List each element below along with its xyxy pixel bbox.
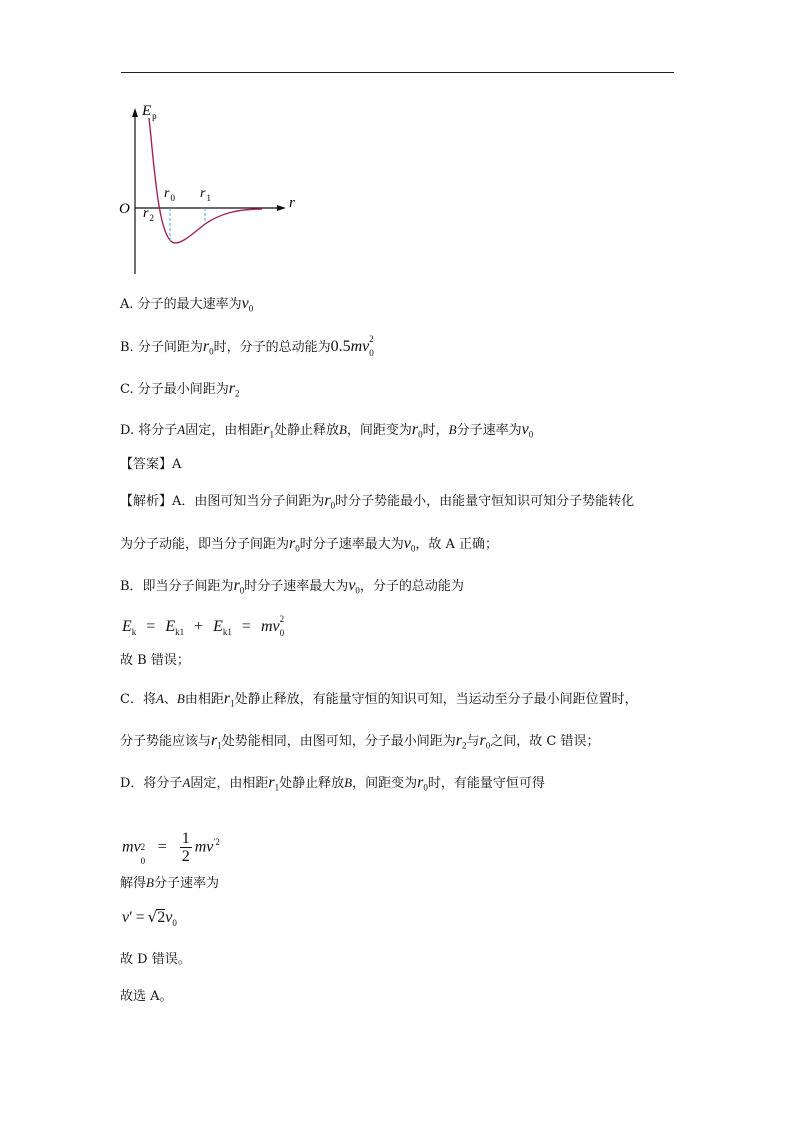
sub-sup-stack (369, 334, 376, 358)
r1-symbol: r (223, 690, 231, 707)
v0-symbol: v (165, 909, 173, 926)
subscript: 1 (269, 429, 274, 440)
subscript: 0 (410, 543, 416, 554)
solution-a-line-1 (120, 491, 634, 516)
option-d-text: 固定，由相距 (185, 423, 264, 438)
solve-line (120, 873, 219, 894)
fraction-denominator: 2 (181, 848, 190, 866)
subscript: 0 (355, 585, 360, 596)
option-b-mid: 时，分子的总动能为 (213, 340, 331, 355)
subscript: 0 (172, 918, 177, 929)
v-symbol: v (133, 838, 141, 856)
superscript: 2 (369, 334, 374, 344)
molecule-a: A (177, 422, 186, 437)
v0-symbol: v (241, 295, 249, 312)
molecule-b: B (344, 775, 353, 790)
origin-label: O (119, 201, 130, 217)
r2-label: $r_2$ (143, 206, 154, 223)
v-symbol: v (362, 338, 370, 355)
equals-sign: = (241, 618, 251, 635)
solution-b-line (120, 576, 464, 601)
molecule-b: B (338, 422, 347, 437)
sqrt-icon: √ (147, 908, 158, 926)
y-axis-label: $E_p$ (142, 103, 157, 121)
option-d-text: D. 将分子 (120, 423, 178, 438)
subscript: 0 (140, 856, 146, 867)
molecule-b: B (176, 691, 185, 706)
solution-text: 固定，由相距 (190, 776, 269, 791)
solution-text: 处势能相同，由图可知，分子最小间距为 (221, 734, 456, 749)
kinetic-energy-equation (122, 614, 287, 642)
subscript: 0 (418, 429, 423, 440)
r2-symbol: r (455, 732, 462, 749)
subscript: 2 (462, 740, 467, 751)
molecule-b: B (448, 422, 457, 437)
r0-symbol: r (417, 774, 424, 791)
option-d-text: 时， (422, 423, 449, 438)
equals-sign: = (146, 618, 156, 635)
subscript: 0 (279, 628, 285, 638)
r1-symbol: r (211, 732, 218, 749)
coefficient: 0.5 (330, 338, 351, 355)
r1-symbol: r (263, 421, 270, 438)
y-axis-arrow (132, 108, 138, 117)
r0-symbol: r (324, 492, 331, 509)
option-d-text: 分子速率为 (456, 423, 522, 438)
subscript: 0 (369, 348, 374, 358)
v-symbol: v (122, 909, 130, 926)
potential-energy-figure (116, 98, 306, 280)
subscript: 0 (330, 500, 336, 511)
superscript: 2 (279, 614, 285, 624)
m-symbol: m (350, 338, 363, 355)
r1-symbol: r (268, 774, 275, 791)
option-c-text: C. 分子最小间距为 (120, 382, 229, 397)
subscript: k1 (222, 627, 232, 638)
one-half-fraction (180, 830, 192, 865)
subscript: k1 (175, 627, 185, 638)
solution-text: ，间距变为 (352, 776, 418, 791)
v-symbol: v (272, 618, 280, 635)
superscript: ′2 (213, 837, 220, 847)
solution-text: C．将 (120, 692, 156, 707)
v0-symbol: v (403, 535, 411, 552)
subscript: 0 (248, 303, 254, 314)
solution-text: 【解析】A．由图可知当分子间距为 (120, 494, 325, 509)
energy-conservation-equation (122, 824, 220, 865)
option-d-text: 处静止释放 (273, 423, 339, 438)
solution-text: 时，有能量守恒可得 (427, 776, 545, 791)
solution-b-conclusion: 故 B 错误； (120, 653, 190, 668)
molecule-a: A (182, 775, 191, 790)
option-d-text: ，间距变为 (346, 423, 412, 438)
r0-symbol: r (233, 577, 240, 594)
equals-sign: = (157, 838, 167, 856)
prime-mark: ′ (129, 909, 133, 926)
subscript: k (131, 627, 137, 638)
r0-label: $r_0$ (164, 186, 175, 203)
velocity-result-equation (122, 907, 177, 933)
solution-text: B．即当分子间距为 (120, 579, 234, 594)
fraction-numerator: 1 (181, 830, 190, 848)
solution-c-line-2 (120, 731, 599, 756)
v0-symbol: v (521, 421, 529, 438)
solution-text: 与 (466, 734, 480, 749)
option-b-text: B. 分子间距为 (120, 340, 203, 355)
option-a (120, 294, 253, 319)
solution-text: 处静止释放，有能量守恒的知识可知，当运动至分子最小间距位置时， (234, 692, 638, 707)
solution-text: 分子势能应该与 (120, 734, 212, 749)
m-symbol: m (260, 618, 273, 635)
subscript: 0 (528, 429, 534, 440)
option-b (120, 334, 376, 362)
r0-symbol: r (479, 732, 486, 749)
solution-text: 解得 (120, 876, 147, 891)
sub-sup-stack (279, 614, 287, 638)
r0-symbol: r (411, 421, 419, 438)
solution-text: 为分子动能，即当分子间距为 (120, 537, 290, 552)
potential-energy-graph (116, 98, 306, 280)
m-symbol: m (194, 838, 207, 856)
plus-sign: + (194, 618, 204, 635)
option-d (120, 420, 533, 445)
solution-text: ，分子的总动能为 (359, 579, 464, 594)
subscript: 0 (295, 543, 300, 554)
solution-text: 时分子速率最大为 (299, 537, 404, 552)
option-c (120, 379, 239, 404)
v0-symbol: v (348, 577, 356, 594)
x-axis-label: r (289, 195, 295, 211)
molecule-b: B (146, 875, 154, 890)
subscript: 1 (217, 740, 222, 751)
e-symbol: E (122, 618, 132, 635)
header-rule (121, 72, 674, 73)
subscript: 0 (423, 782, 428, 793)
solution-text: 时分子势能最小，由能量守恒知识可知分子势能转化 (335, 494, 635, 509)
r1-label: $r_1$ (200, 186, 211, 203)
equals-sign: = (135, 909, 145, 926)
solution-text: ，故 A 正确； (415, 537, 499, 552)
sqrt-radicand: 2 (157, 909, 166, 926)
subscript: 0 (209, 346, 214, 357)
sub-sup-stack (140, 841, 148, 867)
e-symbol: E (213, 618, 223, 635)
m-symbol: m (122, 838, 134, 856)
subscript: 2 (234, 388, 240, 399)
solution-text: 时分子速率最大为 (244, 579, 349, 594)
potential-energy-curve (149, 118, 262, 243)
solution-text: D．将分子 (120, 776, 183, 791)
solution-text: 之间，故 C 错误； (490, 734, 600, 749)
solution-text: 由相距 (184, 692, 224, 707)
superscript: 2 (140, 842, 146, 853)
e-symbol: E (165, 618, 176, 635)
x-axis-arrow (277, 205, 286, 211)
subscript: 0 (239, 585, 245, 596)
subscript: 0 (485, 740, 491, 751)
solution-c-line-1 (120, 689, 638, 714)
subscript: 1 (230, 698, 235, 709)
solution-text: 处静止释放 (279, 776, 345, 791)
r0-symbol: r (289, 535, 296, 552)
subscript: 1 (274, 782, 280, 793)
final-answer: 故选 A。 (120, 989, 173, 1004)
solution-a-line-2 (120, 534, 498, 559)
solution-d-line-1 (120, 773, 545, 798)
molecule-a: A (155, 691, 164, 706)
solution-text: 分子速率为 (153, 876, 219, 891)
solution-d-conclusion: 故 D 错误。 (120, 952, 191, 967)
r0-symbol: r (202, 338, 210, 355)
r2-symbol: r (228, 380, 235, 397)
v-symbol: v (206, 838, 214, 856)
option-a-text: A. 分子的最大速率为 (120, 297, 242, 312)
solution-text: 、 (163, 692, 177, 707)
answer-line: 【答案】A (120, 457, 182, 472)
